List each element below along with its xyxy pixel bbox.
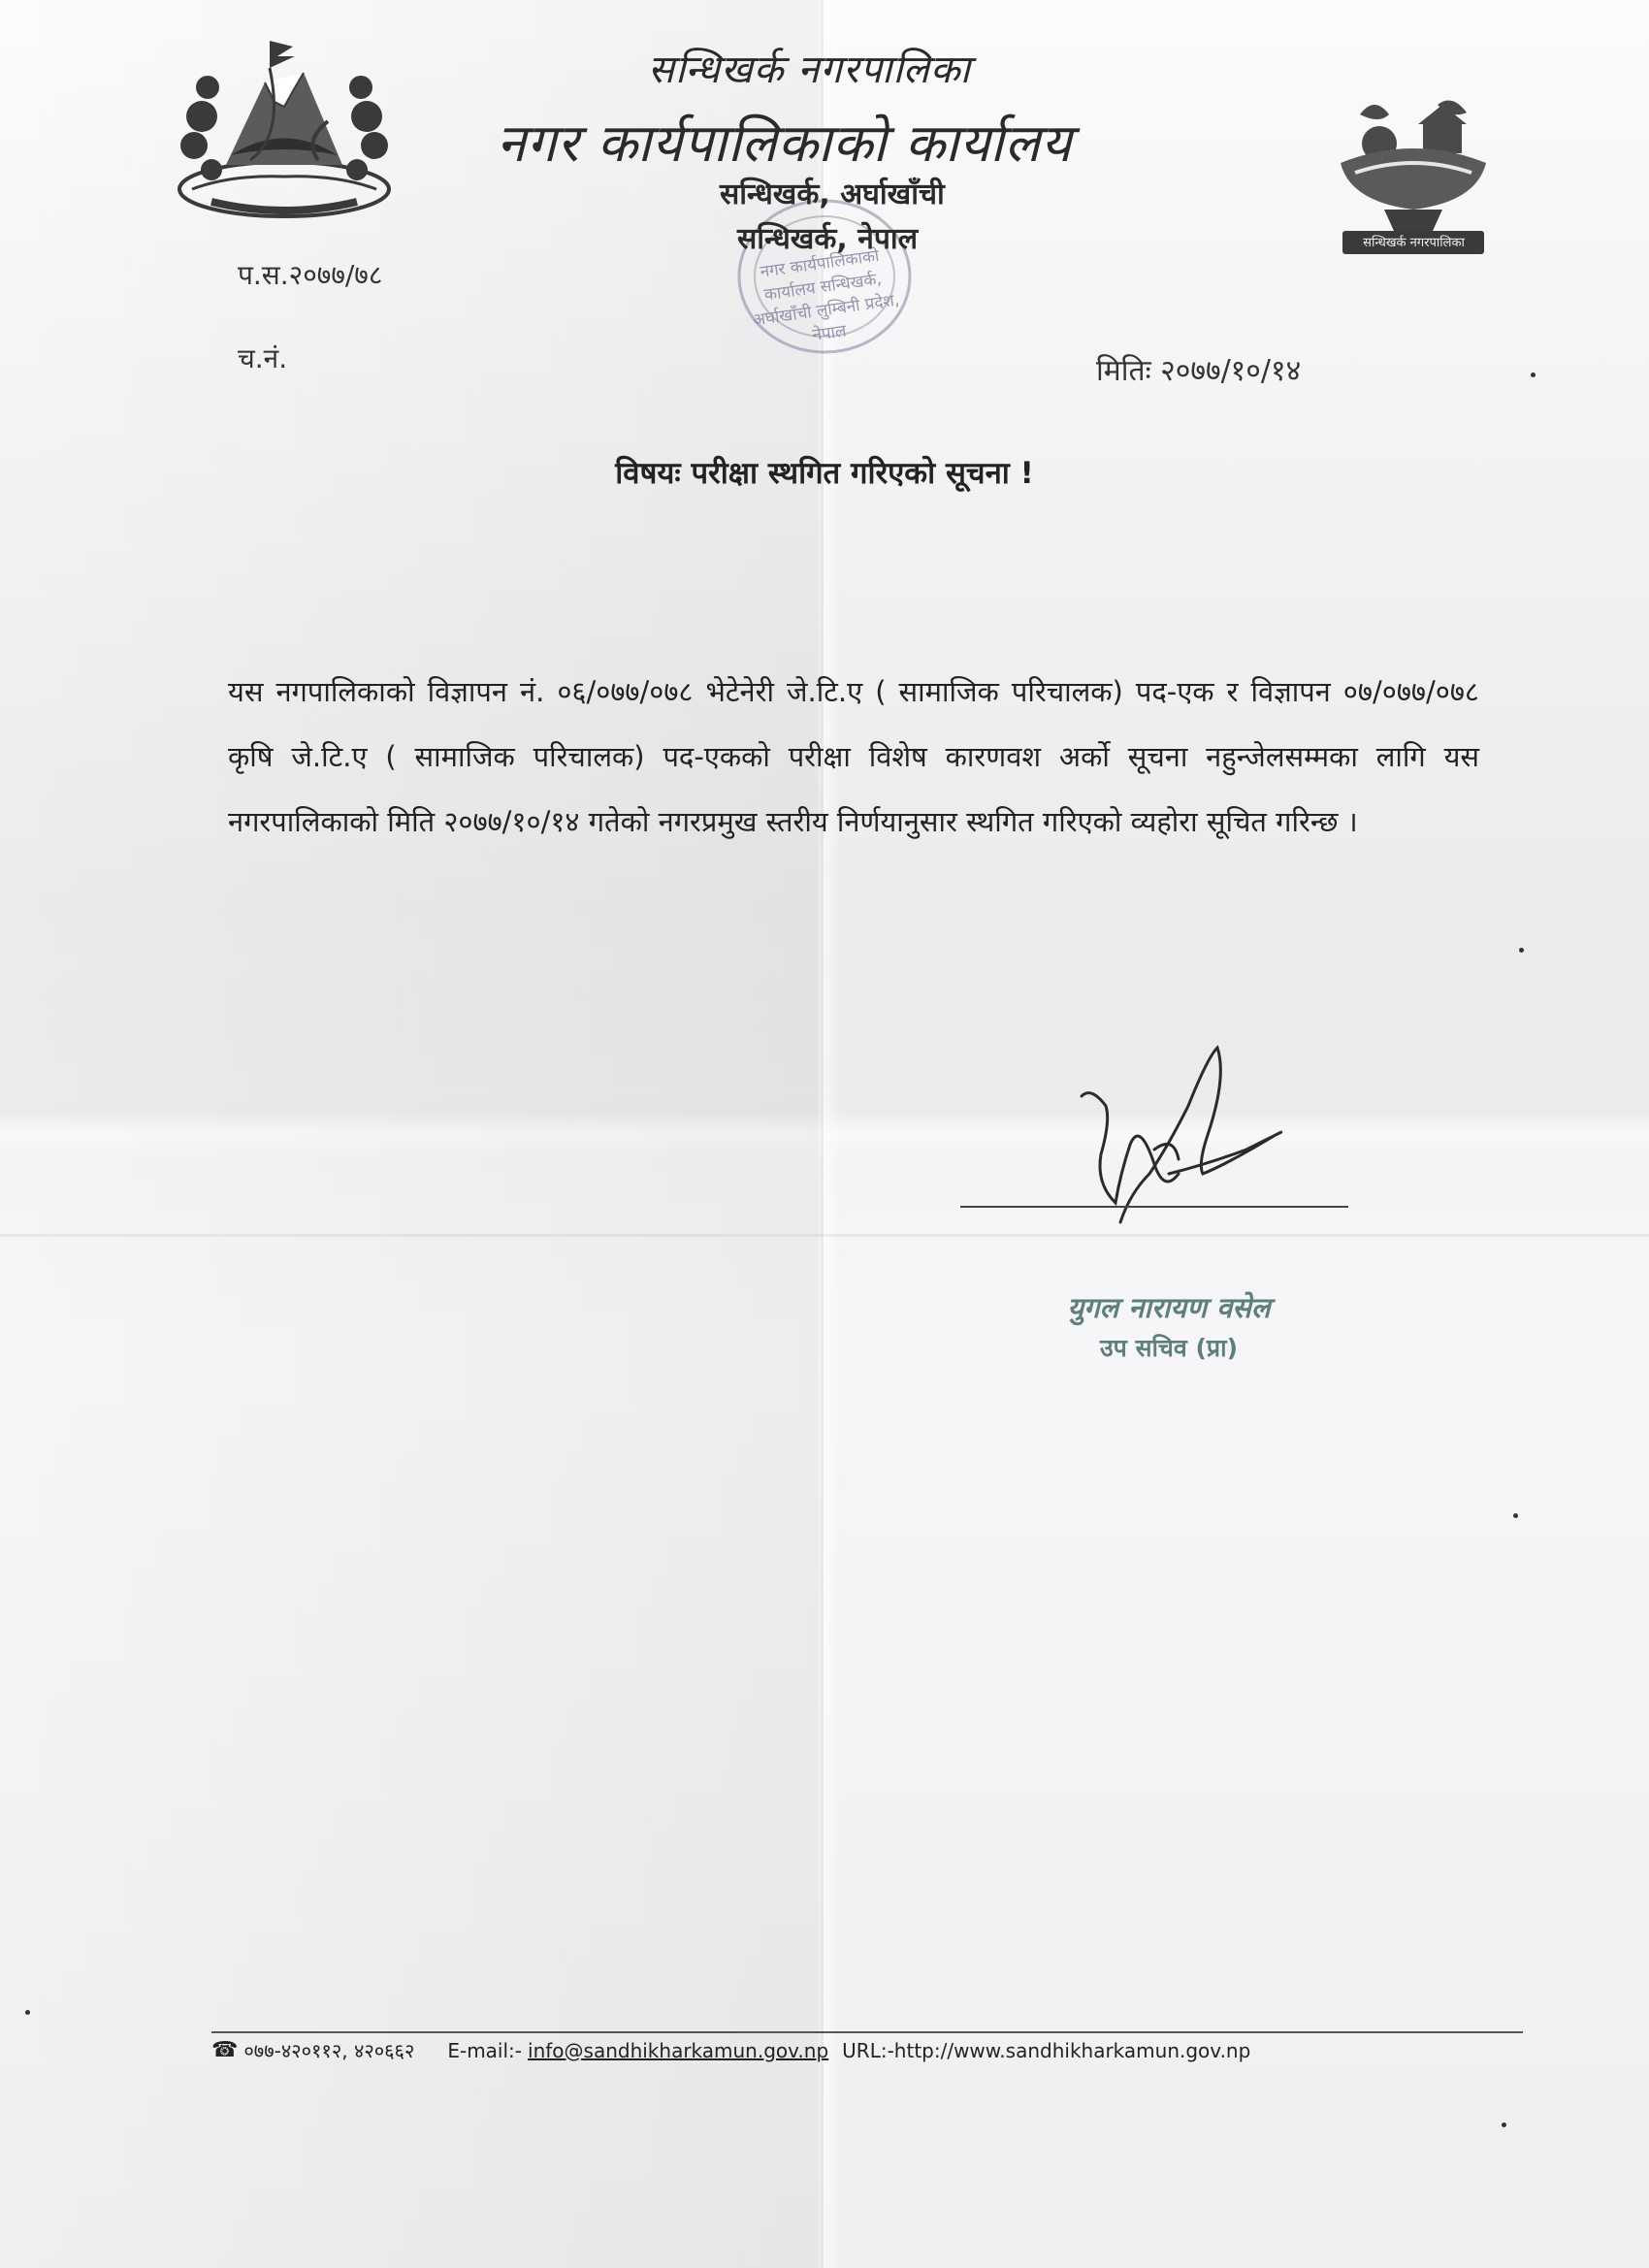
- reference-number: प.स.२०७७/७८: [238, 259, 383, 291]
- address-line-1: सन्धिखर्क, अर्घाखाँची: [720, 178, 945, 211]
- footer-email-link[interactable]: info@sandhikharkamun.gov.np: [528, 2038, 829, 2062]
- footer-phone: ०७७-४२०११२, ४२०६६२: [243, 2039, 415, 2062]
- municipality-logo-caption: सन्धिखर्क नगरपालिका: [1363, 236, 1465, 250]
- telephone-icon: ☎: [211, 2038, 239, 2062]
- address-line-2: सन्धिखर्क, नेपाल: [737, 222, 919, 256]
- signer-name: युगल नारायण वसेल: [1067, 1291, 1271, 1324]
- scan-speck: [1519, 948, 1524, 953]
- footer-contact: [211, 2037, 1250, 2063]
- scan-speck: [1531, 373, 1536, 377]
- footer-url[interactable]: URL:-http://www.sandhikharkamun.gov.np: [842, 2038, 1251, 2062]
- scan-speck: [1502, 2122, 1506, 2127]
- office-name: नगर कार्यपालिकाको कार्यालय: [497, 113, 1073, 174]
- footer-divider: [211, 2031, 1523, 2033]
- dispatch-number: च.नं.: [238, 342, 288, 374]
- municipality-name: सन्धिखर्क नगरपालिका: [648, 48, 971, 92]
- signature-line: [960, 1206, 1348, 1208]
- letter-subject: विषयः परीक्षा स्थगित गरिएको सूचना !: [615, 456, 1034, 491]
- letter-date: मितिः २०७७/१०/१४: [1096, 354, 1302, 388]
- footer-email-label: E-mail:-: [447, 2038, 523, 2062]
- scan-speck: [25, 2010, 30, 2015]
- signer-title: उप सचिव (प्रा): [1099, 1334, 1238, 1362]
- letter-body: यस नगपालिकाको विज्ञापन नं. ०६/०७७/०७८ भेटेनेरी जे.टि.ए ( सामाजिक परिचालक) पद-एक र विज्ञापन ०७/०७७/०७८ कृषि जे.टि.ए ( सामाजिक परिचालक) पद-एकको परीक्षा विशेष कारणवश अर्को सूचना नहुन्जेलसम्मका लागि यस नगरपालिकाको मिति २०७७/१०/१४ गतेको नगरप्रमुख स्तरीय निर्णयानुसार स्थगित गरिएको व्यहोरा सूचित गरिन्छ ।: [228, 675, 1479, 838]
- nepal-government-emblem-icon: [173, 29, 396, 223]
- scan-speck: [1513, 1513, 1518, 1518]
- office-stamp-text: नगर कार्यपालिकाको कार्यालय सन्धिखर्क, अर्घाखाँची लुम्बिनी प्रदेश, नेपाल: [751, 245, 901, 345]
- paper-fold-horizontal: [0, 1234, 1649, 1237]
- handwritten-signature-icon: [1062, 1028, 1314, 1251]
